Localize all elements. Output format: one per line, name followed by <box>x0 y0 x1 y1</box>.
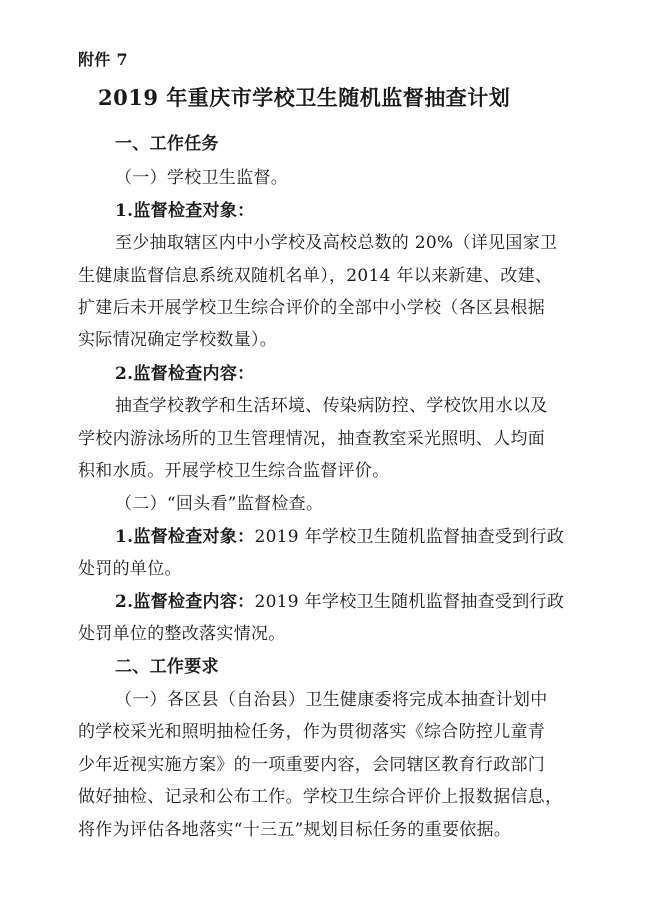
sub2-item2-line <box>115 592 564 612</box>
sub2-item2-label: 2.监督检查内容： <box>115 592 255 612</box>
sub2-item1-text: 2019 年学校卫生随机监督抽查受到行政 <box>254 527 565 547</box>
item2-heading: 2.监督检查内容： <box>115 364 255 384</box>
paragraph-line: （一）各区县（自治县）卫生健康委将完成本抽查计划中 <box>115 690 548 710</box>
sub2-heading: （二）“回头看”监督检查。 <box>115 494 324 514</box>
section1-heading: 一、工作任务 <box>115 134 219 154</box>
paragraph-line: 生健康监督信息系统双随机名单），2014 年以来新建、改建、 <box>78 266 553 286</box>
paragraph-line: 积和水质。开展学校卫生综合监督评价。 <box>78 461 390 481</box>
sub1-heading: （一）学校卫生监督。 <box>115 168 288 188</box>
paragraph-line: 抽查学校教学和生活环境、传染病防控、学校饮用水以及 <box>115 396 548 416</box>
paragraph-line: 的学校采光和照明抽检任务，作为贯彻落实《综合防控儿童青 <box>78 722 546 742</box>
item1-heading: 1.监督检查对象： <box>115 201 255 221</box>
paragraph-line: 做好抽检、记录和公布工作。学校卫生综合评价上报数据信息， <box>78 787 563 807</box>
paragraph-line: 处罚单位的整改落实情况。 <box>78 624 286 644</box>
attachment-label: 附件 7 <box>78 50 128 69</box>
sub2-item1-label: 1.监督检查对象： <box>115 527 255 547</box>
paragraph-line: 处罚的单位。 <box>78 559 182 579</box>
paragraph-line: 学校内游泳场所的卫生管理情况，抽查教室采光照明、人均面 <box>78 429 546 449</box>
paragraph-line: 将作为评估各地落实“十三五”规划目标任务的重要依据。 <box>78 820 512 840</box>
paragraph-line: 少年近视实施方案》的一项重要内容，会同辖区教育行政部门 <box>78 755 546 775</box>
section2-heading: 二、工作要求 <box>115 657 219 677</box>
paragraph-line: 至少抽取辖区内中小学校及高校总数的 20%（详见国家卫 <box>115 233 558 253</box>
sub2-item1-line <box>115 527 564 547</box>
paragraph-line: 实际情况确定学校数量）。 <box>78 330 278 350</box>
sub2-item2-text: 2019 年学校卫生随机监督抽查受到行政 <box>254 592 565 612</box>
paragraph-line: 扩建后未开展学校卫生综合评价的全部中小学校（各区县根据 <box>78 298 546 318</box>
document-title: 2019 年重庆市学校卫生随机监督抽查计划 <box>98 85 511 110</box>
